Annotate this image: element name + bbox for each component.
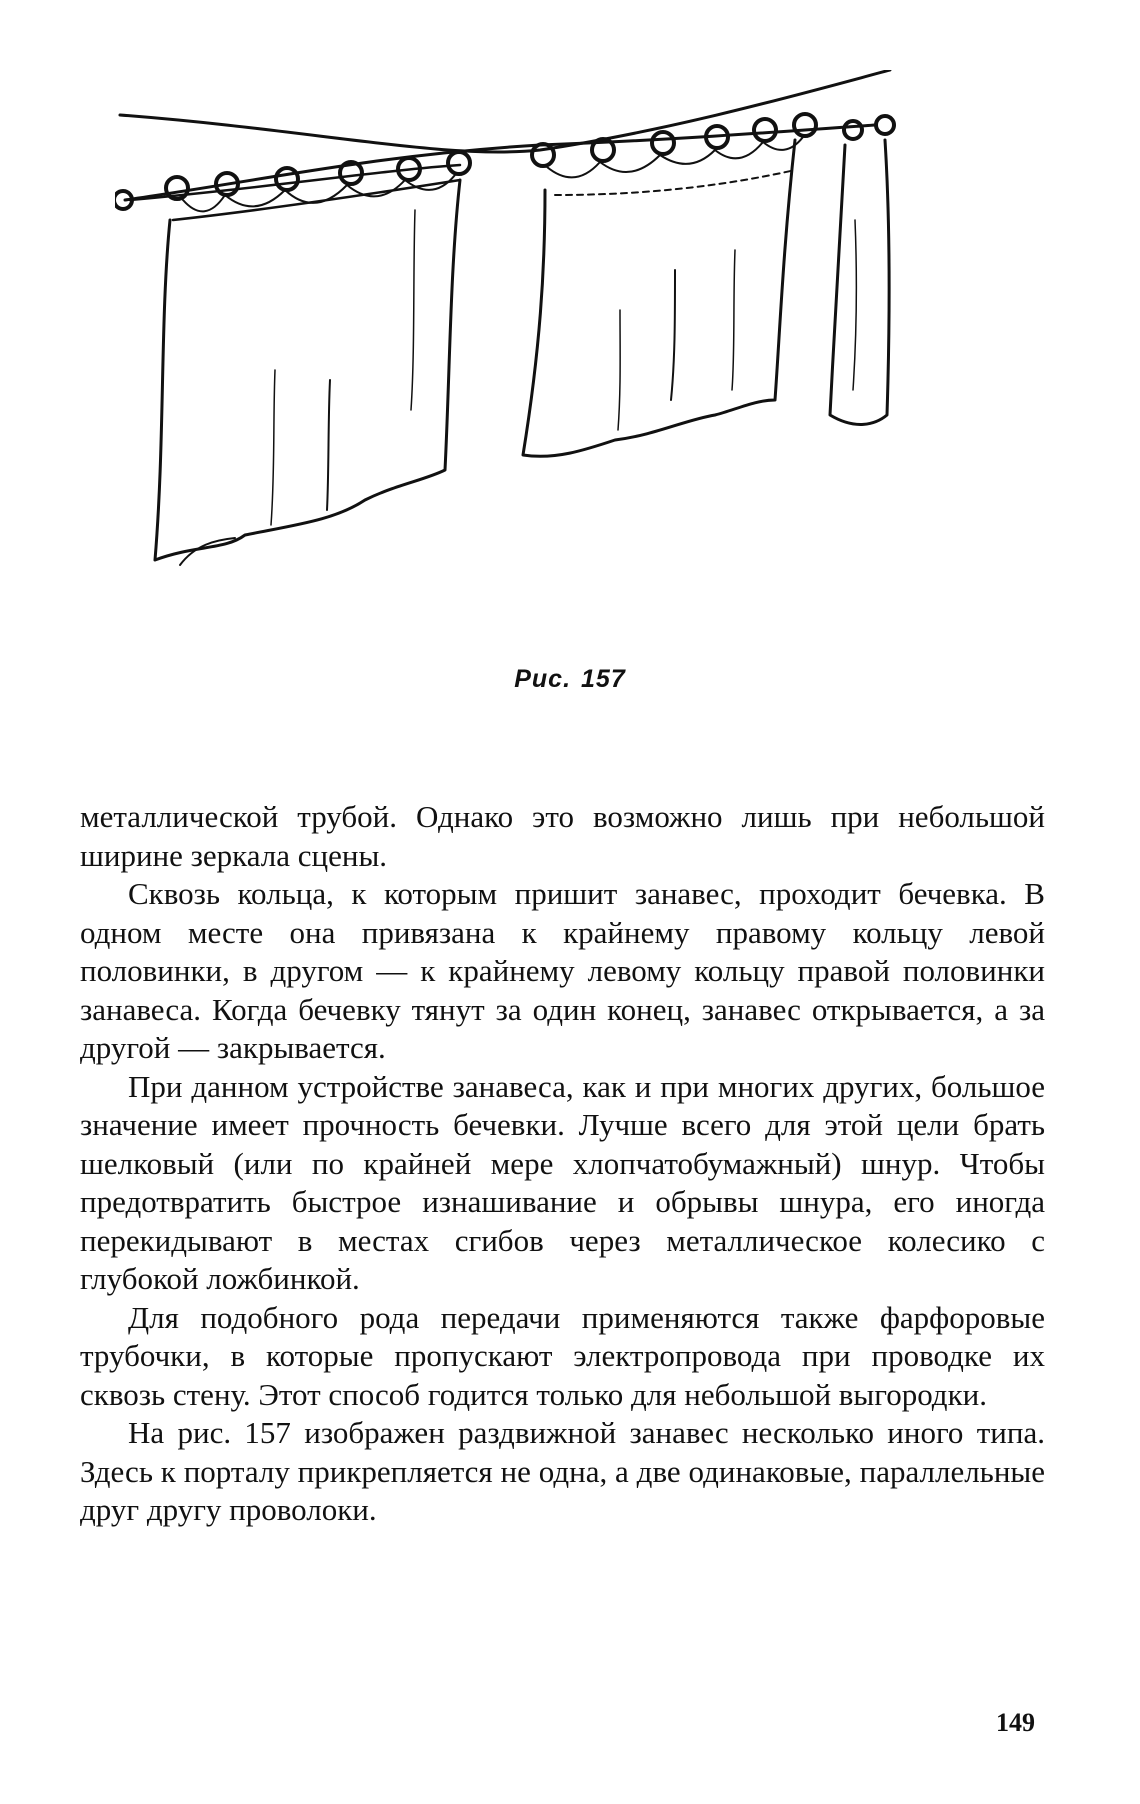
caption-label: Рис. bbox=[514, 665, 572, 693]
paragraph: Сквозь кольца, к которым пришит занавес, проходит бечевка. В одном месте она привязана к крайнему правому кольцу левой половинки, в другом — к крайнему левому кольцу правой половинки занавеса. Когда бечевку тянут за один конец, занавес открывается, а за другой — закрывается. bbox=[80, 876, 1045, 1065]
upper-wire bbox=[120, 70, 890, 152]
gathered-curtain bbox=[830, 140, 889, 424]
paragraph: металлической трубой. Однако это возможно лишь при небольшой ширине зеркала сцены. bbox=[80, 799, 1045, 873]
figure-157 bbox=[115, 70, 1015, 660]
figure-caption bbox=[0, 665, 1140, 694]
paragraph: Для подобного рода передачи применяются также фарфоровые трубочки, в которые пропускают электропровода при проводке их сквозь стену. Этот способ годится только для небольшой выгородки. bbox=[80, 1299, 1045, 1412]
paragraph: При данном устройстве занавеса, как и при многих других, большое значение имеет прочность бечевки. Лучше всего для этой цели брать шелковый (или по крайней мере хлопчатобумажный) шнур. Чтобы предотвратить быстрое изнашивание и обрывы шнура, его иногда перекидывают в местах сгибов через металлическое колесико с глубокой ложбинкой. bbox=[80, 1068, 1045, 1296]
right-curtain bbox=[523, 140, 795, 456]
right-rings bbox=[532, 114, 894, 166]
paragraph: На рис. 157 изображен раздвижной занавес несколько иного типа. Здесь к порталу прикрепляется не одна, а две одинаковые, параллельные друг другу проволоки. bbox=[80, 1415, 1045, 1527]
body-text bbox=[80, 798, 1045, 1530]
page-number: 149 bbox=[996, 1708, 1035, 1737]
curtain-illustration bbox=[115, 70, 1015, 660]
caption-number: 157 bbox=[581, 665, 626, 693]
